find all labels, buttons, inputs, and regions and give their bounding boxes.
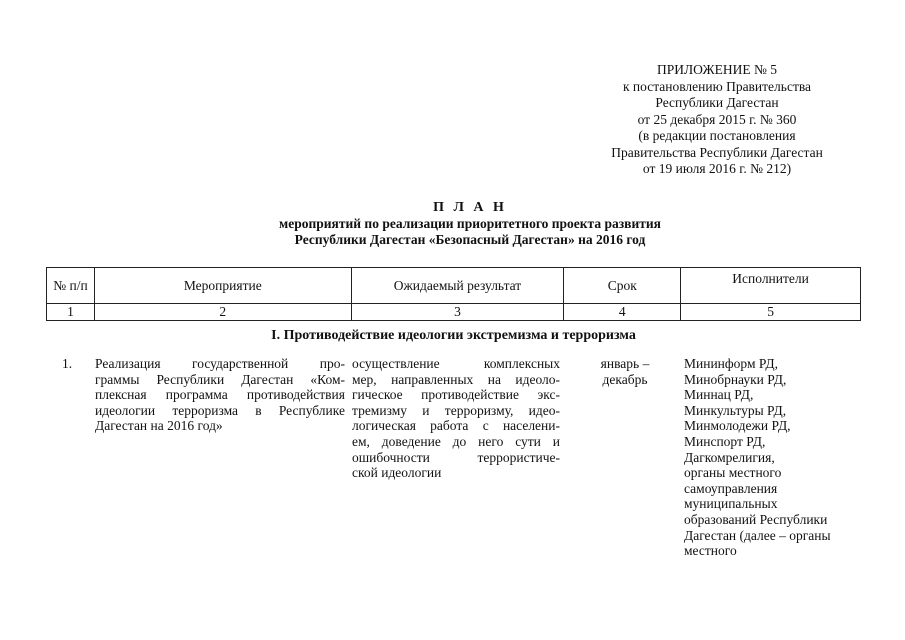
title-line: мероприятий по реализации приоритетного проекта развития [279, 216, 661, 231]
result-line: логическая работа с населени- [352, 418, 560, 434]
executor-line: Минкультуры РД, [684, 402, 787, 418]
executor-line: самоуправления [684, 480, 778, 496]
appendix-line: (в редакции постановления [638, 128, 796, 143]
executor-line: Миннац РД, [684, 387, 754, 403]
plan-heading: П Л А Н [433, 200, 507, 215]
executor-line: Минспорт РД, [684, 433, 766, 449]
result-line: осуществление комплексных [352, 356, 560, 371]
result-line: ем, доведение до него сути и [352, 433, 560, 449]
row-activity [95, 356, 345, 434]
title-line: Республики Дагестан «Безопасный Дагестан» на 2016 год [294, 232, 646, 247]
executor-line: образований Республики [684, 511, 828, 527]
result-line: мер, направленных на идеоло- [352, 371, 560, 387]
column-number: 4 [564, 304, 681, 321]
executor-line: Дагестан (далее – органы [684, 527, 831, 543]
appendix-line: Республики Дагестан [655, 95, 779, 110]
activity-line: идеологии терроризма в Республике [95, 402, 345, 418]
executor-line: Мининформ РД, [684, 356, 778, 371]
executor-line: Минмолодежи РД, [684, 418, 791, 434]
header-activity: Мероприятие [94, 268, 351, 304]
appendix-line: Правительства Республики Дагестан [611, 144, 823, 160]
executor-line: органы местного [684, 465, 782, 481]
activity-line: Дагестан на 2016 год» [95, 418, 223, 434]
executor-line: Минобрнауки РД, [684, 371, 787, 387]
header-term: Срок [564, 268, 681, 304]
column-number: 5 [681, 304, 861, 321]
column-number: 1 [47, 304, 95, 321]
activity-line: граммы Республики Дагестан «Ком- [95, 371, 345, 387]
column-number: 3 [351, 304, 564, 321]
term-line: январь – [600, 356, 650, 371]
row-executors [684, 356, 859, 559]
row-result [352, 356, 560, 481]
result-line: гическое противодействие экс- [352, 387, 560, 403]
appendix-block [587, 62, 847, 178]
appendix-line: ПРИЛОЖЕНИЕ № 5 [656, 62, 778, 77]
result-line: тремизму и терроризму, идео- [352, 402, 560, 418]
result-line: ской идеологии [352, 465, 442, 481]
appendix-line: от 19 июля 2016 г. № 212) [642, 161, 792, 176]
executor-line: Дагкомрелигия, [684, 449, 775, 465]
header-result: Ожидаемый результат [351, 268, 564, 304]
column-number: 2 [94, 304, 351, 321]
header-executors: Исполнители [681, 268, 861, 304]
appendix-line: от 25 декабря 2015 г. № 360 [637, 111, 797, 127]
document-title [150, 200, 790, 248]
activity-line: плексная программа противодействия [95, 387, 345, 403]
term-line: декабрь [602, 371, 648, 387]
section-title: I. Противодействие идеологии экстремизма и терроризма [271, 328, 636, 343]
executor-line: муниципальных [684, 496, 778, 512]
row-number: 1. [62, 356, 73, 371]
row-term [580, 356, 670, 387]
executor-line: местного [684, 543, 737, 559]
plan-table-header [46, 267, 861, 321]
header-num: № п/п [47, 268, 95, 304]
result-line: ошибочности террористиче- [352, 449, 560, 465]
activity-line: Реализация государственной про- [95, 356, 345, 371]
appendix-line: к постановлению Правительства [622, 78, 812, 94]
